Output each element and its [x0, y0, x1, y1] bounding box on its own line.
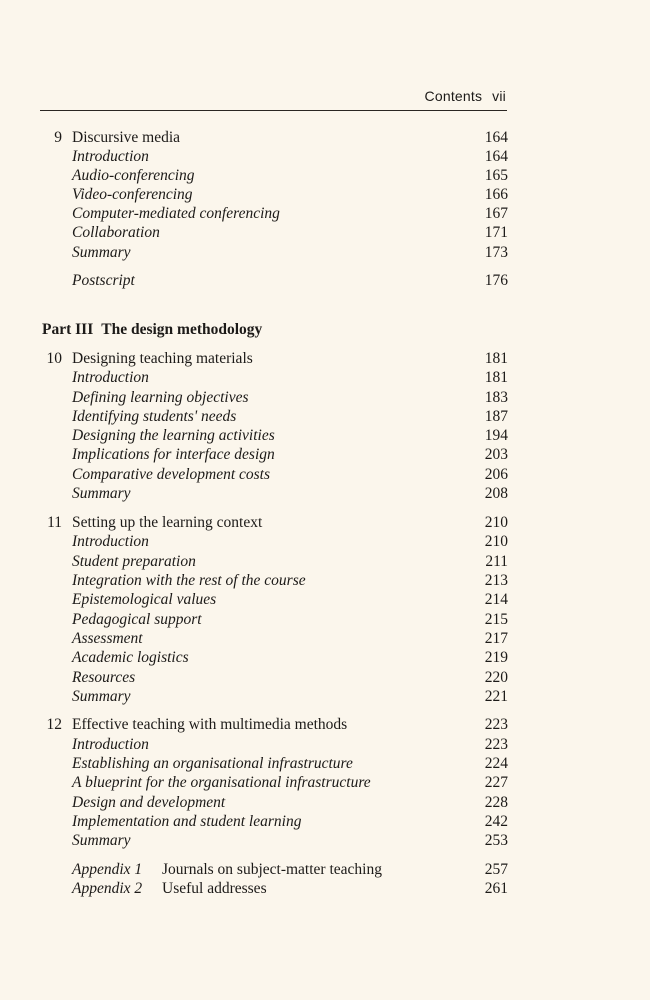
- chapter-number: 11: [47, 514, 62, 531]
- section-entry: [40, 793, 508, 813]
- appendix-label: Appendix 2: [72, 880, 143, 897]
- page-number: 215: [484, 611, 508, 628]
- section-entry: [40, 532, 508, 552]
- chapter-number: 9: [54, 129, 62, 146]
- page-number: 171: [484, 224, 508, 241]
- appendix-entry: [40, 879, 508, 899]
- section-title: Introduction: [72, 533, 149, 550]
- appendix-title: Journals on subject-matter teaching: [162, 861, 382, 878]
- section-entry: [40, 147, 508, 167]
- chapter-number: 12: [46, 716, 62, 733]
- section-title: Integration with the rest of the course: [72, 572, 306, 589]
- page-number: 165: [484, 167, 508, 184]
- page-number: 167: [484, 205, 508, 222]
- chapter-9-heading: [40, 128, 508, 148]
- page-number: 181: [484, 350, 508, 367]
- chapter-number: 10: [46, 350, 62, 367]
- chapter-11-heading: [40, 513, 508, 533]
- section-entry: [40, 223, 508, 243]
- section-entry: [40, 388, 508, 408]
- section-title: A blueprint for the organisational infrastructure: [72, 774, 371, 791]
- postscript-title: Postscript: [72, 272, 135, 289]
- chapter-title: Discursive media: [72, 129, 181, 146]
- section-title: Student preparation: [72, 553, 196, 570]
- section-entry: [40, 735, 508, 755]
- section-entry: [40, 571, 508, 591]
- part-heading: [42, 320, 262, 340]
- running-head: [40, 88, 506, 104]
- section-entry: [40, 754, 508, 774]
- section-title: Design and development: [72, 794, 226, 811]
- page-number: 213: [484, 572, 508, 589]
- chapter-title: Setting up the learning context: [72, 514, 263, 531]
- section-title: Collaboration: [72, 224, 160, 241]
- page-number: 211: [485, 553, 508, 570]
- page-number: 164: [484, 148, 508, 165]
- page-number: 253: [484, 832, 508, 849]
- page-number: 181: [484, 369, 508, 386]
- section-title: Summary: [72, 244, 131, 261]
- section-title: Designing the learning activities: [72, 427, 275, 444]
- section-entry: [40, 484, 508, 504]
- section-title: Summary: [72, 688, 131, 705]
- page-number: 224: [484, 755, 508, 772]
- section-title: Implementation and student learning: [72, 813, 302, 830]
- page-number: 208: [484, 485, 508, 502]
- page-number: 221: [484, 688, 508, 705]
- section-entry: [40, 445, 508, 465]
- section-title: Pedagogical support: [72, 611, 202, 628]
- section-entry: [40, 648, 508, 668]
- chapter-10-heading: [40, 349, 508, 369]
- page-number: 228: [484, 794, 508, 811]
- running-head-page-number: vii: [492, 88, 506, 104]
- page-number: 210: [484, 514, 508, 531]
- chapter-title: Designing teaching materials: [72, 350, 253, 367]
- page-number: 223: [484, 736, 508, 753]
- header-rule: [40, 110, 507, 111]
- section-title: Assessment: [72, 630, 143, 647]
- page-number: 223: [484, 716, 508, 733]
- page-number: 217: [484, 630, 508, 647]
- page-number: 242: [484, 813, 508, 830]
- page-number: 261: [484, 880, 508, 897]
- page-number: 206: [484, 466, 508, 483]
- section-title: Academic logistics: [72, 649, 189, 666]
- section-entry: [40, 426, 508, 446]
- page-number: 164: [484, 129, 508, 146]
- page-number: 176: [484, 272, 508, 289]
- page-number: 166: [484, 186, 508, 203]
- page-number: 220: [484, 669, 508, 686]
- section-entry: [40, 668, 508, 688]
- section-title: Summary: [72, 832, 131, 849]
- running-head-section: Contents: [424, 88, 483, 104]
- section-title: Comparative development costs: [72, 466, 271, 483]
- section-entry: [40, 812, 508, 832]
- section-entry: [40, 185, 508, 205]
- part-title: The design methodology: [101, 321, 263, 338]
- section-title: Epistemological values: [72, 591, 217, 608]
- section-title: Introduction: [72, 369, 149, 386]
- page-number: 210: [484, 533, 508, 550]
- appendix-title: Useful addresses: [162, 880, 267, 897]
- page-number: 203: [484, 446, 508, 463]
- section-title: Implications for interface design: [72, 446, 275, 463]
- part-label: Part III: [42, 321, 94, 338]
- section-entry: [40, 831, 508, 851]
- postscript-entry: [40, 271, 508, 291]
- page-number: 227: [484, 774, 508, 791]
- section-entry: [40, 465, 508, 485]
- chapter-12-heading: [40, 715, 508, 735]
- section-title: Video-conferencing: [72, 186, 193, 203]
- section-entry: [40, 166, 508, 186]
- section-title: Audio-conferencing: [72, 167, 195, 184]
- section-entry: [40, 368, 508, 388]
- section-entry: [40, 407, 508, 427]
- section-entry: [40, 204, 508, 224]
- section-entry: [40, 590, 508, 610]
- section-entry: [40, 610, 508, 630]
- page-number: 257: [484, 861, 508, 878]
- section-entry: [40, 773, 508, 793]
- page-number: 219: [484, 649, 508, 666]
- section-title: Computer-mediated conferencing: [72, 205, 280, 222]
- section-title: Introduction: [72, 736, 149, 753]
- section-title: Identifying students' needs: [72, 408, 237, 425]
- section-title: Introduction: [72, 148, 149, 165]
- page-number: 183: [484, 389, 508, 406]
- section-title: Summary: [72, 485, 131, 502]
- section-title: Defining learning objectives: [72, 389, 249, 406]
- appendix-label: Appendix 1: [72, 861, 143, 878]
- appendix-entry: [40, 860, 508, 880]
- section-entry: [40, 552, 508, 572]
- section-entry: [40, 629, 508, 649]
- section-entry: [40, 243, 508, 263]
- page-number: 214: [484, 591, 508, 608]
- page-number: 187: [484, 408, 508, 425]
- section-title: Resources: [72, 669, 136, 686]
- page-number: 194: [484, 427, 508, 444]
- page-number: 173: [484, 244, 508, 261]
- section-title: Establishing an organisational infrastructure: [72, 755, 353, 772]
- section-entry: [40, 687, 508, 707]
- chapter-title: Effective teaching with multimedia methods: [72, 716, 348, 733]
